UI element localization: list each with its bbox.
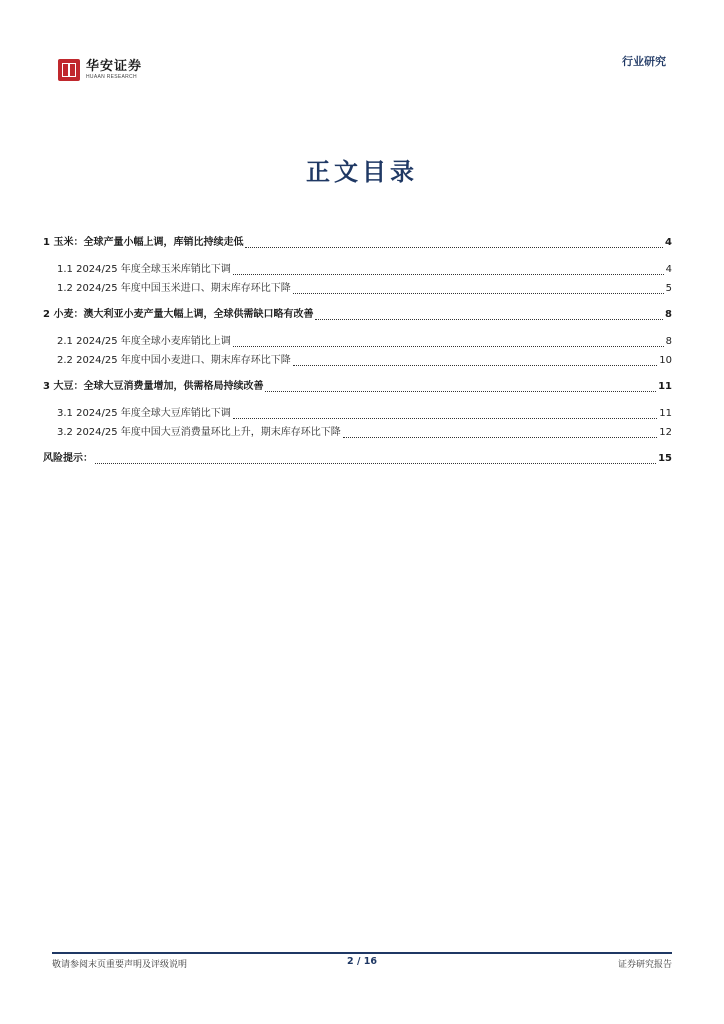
footer-divider xyxy=(52,952,672,954)
dot-leader xyxy=(265,382,656,392)
toc-entry-label: 2.1 2024/25 年度全球小麦库销比上调 xyxy=(57,336,231,347)
toc-entry-label: 3 大豆：全球大豆消费量增加，供需格局持续改善 xyxy=(43,381,264,392)
toc-entry-page: 5 xyxy=(665,283,672,294)
toc-entry-page: 8 xyxy=(665,309,672,320)
toc-entry-page: 11 xyxy=(658,381,672,392)
toc-entry-2-2[interactable] xyxy=(57,354,672,368)
seal-icon xyxy=(58,59,80,81)
toc-entry-1[interactable] xyxy=(43,236,672,250)
page-title: 正文目录 xyxy=(306,158,418,186)
toc-entry-1-2[interactable] xyxy=(57,282,672,296)
report-category: 行业研究 xyxy=(622,55,666,68)
dot-leader xyxy=(233,409,657,419)
toc-entry-label: 1.1 2024/25 年度全球玉米库销比下调 xyxy=(57,264,231,275)
toc-entry-page: 12 xyxy=(659,427,672,438)
dot-leader xyxy=(293,356,657,366)
dot-leader xyxy=(233,337,664,347)
toc-entry-page: 11 xyxy=(659,408,672,419)
toc-entry-3[interactable] xyxy=(43,380,672,394)
dot-leader xyxy=(343,428,657,438)
toc-entry-page: 8 xyxy=(665,336,672,347)
dot-leader xyxy=(315,310,663,320)
toc-entry-label: 1 玉米：全球产量小幅上调，库销比持续走低 xyxy=(43,237,244,248)
toc-entry-label: 2 小麦：澳大利亚小麦产量大幅上调，全球供需缺口略有改善 xyxy=(43,309,314,320)
toc-entry-3-2[interactable] xyxy=(57,426,672,440)
toc-entry-label: 3.1 2024/25 年度全球大豆库销比下调 xyxy=(57,408,231,419)
toc-entry-page: 10 xyxy=(659,355,672,366)
dot-leader xyxy=(245,238,663,248)
page-number: 2 / 16 xyxy=(347,956,377,967)
company-logo xyxy=(58,58,142,82)
toc-entry-label: 风险提示： xyxy=(43,453,93,464)
dot-leader xyxy=(95,454,656,464)
toc-entry-3-1[interactable] xyxy=(57,407,672,421)
toc-entry-2[interactable] xyxy=(43,308,672,322)
toc-entry-page: 15 xyxy=(658,453,672,464)
toc-entry-label: 3.2 2024/25 年度中国大豆消费量环比上升，期末库存环比下降 xyxy=(57,427,341,438)
toc-entry-page: 4 xyxy=(665,264,672,275)
dot-leader xyxy=(293,284,664,294)
toc-entry-label: 1.2 2024/25 年度中国玉米进口、期末库存环比下降 xyxy=(57,283,291,294)
logo-cn-text: 华安证券 xyxy=(86,58,143,74)
dot-leader xyxy=(233,265,664,275)
footer-report-type: 证券研究报告 xyxy=(617,960,672,970)
toc-entry-2-1[interactable] xyxy=(57,335,672,349)
toc-entry-page: 4 xyxy=(665,237,672,248)
logo-en-text: HUAAN RESEARCH xyxy=(86,73,137,80)
logo-wordmark xyxy=(86,60,142,81)
footer-disclaimer: 敬请参阅末页重要声明及评级说明 xyxy=(52,960,188,970)
toc-entry-label: 2.2 2024/25 年度中国小麦进口、期末库存环比下降 xyxy=(57,355,291,366)
toc-entry-risk[interactable] xyxy=(43,452,672,466)
toc-entry-1-1[interactable] xyxy=(57,263,672,277)
